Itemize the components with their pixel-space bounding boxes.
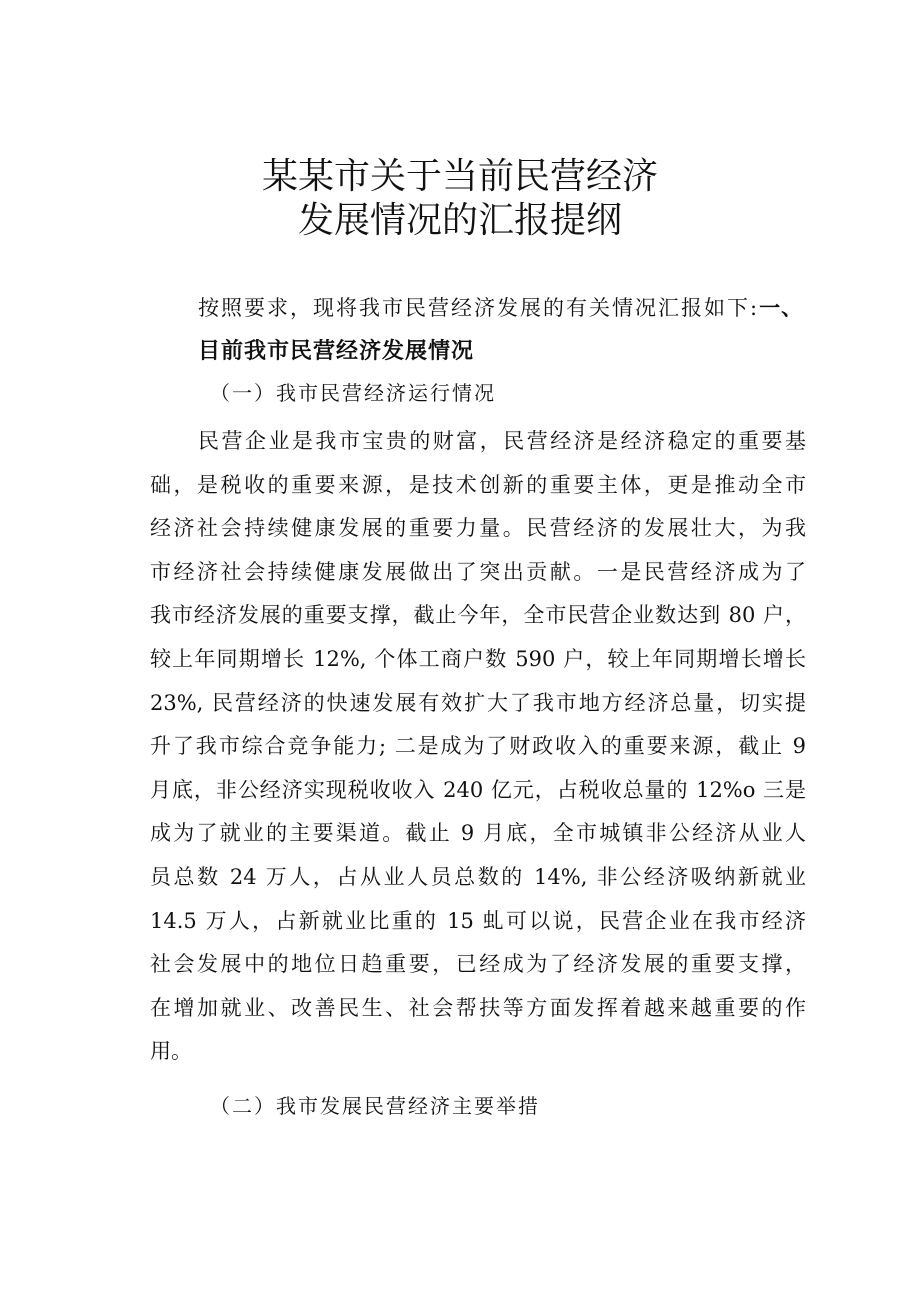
subsection1-heading: （一）我市民营经济运行情况 — [210, 381, 496, 405]
paragraph-line: 升了我市综合竞争能力; 二是成为了财政收入的重要来源，截止 9 — [150, 734, 806, 759]
paragraph-line: 23%, 民营经济的快速发展有效扩大了我市地方经济总量，切实提 — [150, 690, 806, 715]
paragraph-line: 员总数 24 万人，占从业人员总数的 14%, 非公经济吸纳新就业 — [150, 864, 806, 889]
paragraph-line: 民营企业是我市宝贵的财富，民营经济是经济稳定的重要基 — [198, 429, 806, 453]
paragraph-line: 用。 — [150, 1039, 192, 1064]
paragraph-line: 在增加就业、改善民生、社会帮扶等方面发挥着越来越重要的作 — [150, 995, 806, 1020]
subsection2-heading: （二）我市发展民营经济主要举措 — [210, 1094, 540, 1118]
paragraph-line: 较上年同期增长 12%, 个体工商户数 590 户，较上年同期增长增长 — [150, 646, 806, 671]
section1-heading: 目前我市民营经济发展情况 — [198, 339, 475, 364]
document-title-line1: 某某市关于当前民营经济 — [261, 156, 658, 197]
paragraph-line: 14.5 万人，占新就业比重的 15 虬可以说，民营企业在我市经济 — [150, 908, 806, 933]
paragraph-line: 我市经济发展的重要支撑，截止今年，全市民营企业数达到 80 户， — [150, 603, 806, 628]
intro-paragraph — [198, 290, 803, 326]
paragraph-line: 市经济社会持续健康发展做出了突出贡献。一是民营经济成为了 — [150, 559, 806, 584]
section1-number: 一、 — [759, 296, 804, 320]
paragraph-line: 社会发展中的地位日趋重要，已经成为了经济发展的重要支撑， — [150, 952, 806, 977]
paragraph-line: 础，是税收的重要来源，是技术创新的重要主体，更是推动全市 — [150, 472, 806, 497]
paragraph-line: 经济社会持续健康发展的重要力量。民营经济的发展壮大，为我 — [150, 516, 806, 541]
intro-text: 按照要求，现将我市民营经济发展的有关情况汇报如下: — [198, 296, 760, 320]
body-paragraph — [150, 420, 806, 1074]
paragraph-line: 月底，非公经济实现税收收入 240 亿元，占税收总量的 12%o 三是 — [150, 777, 806, 802]
paragraph-line: 成为了就业的主要渠道。截止 9 月底，全市城镇非公经济从业人 — [150, 821, 806, 846]
document-title-line2: 发展情况的汇报提纲 — [297, 200, 622, 241]
